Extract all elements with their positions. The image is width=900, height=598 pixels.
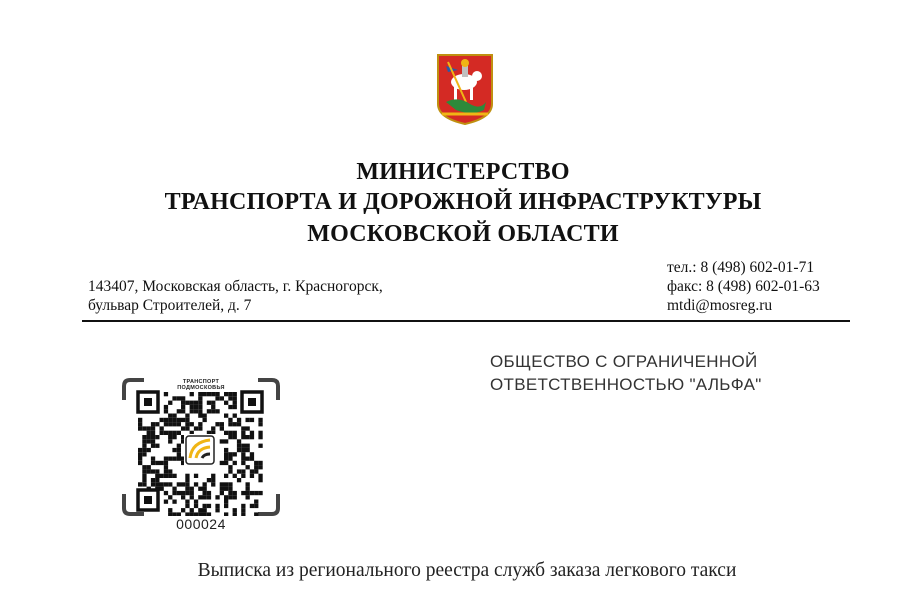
address-line-1: 143407, Московская область, г. Красногорск, (88, 278, 383, 295)
phone-number: тел.: 8 (498) 602-01-71 (667, 259, 815, 276)
email-address: mtdi@mosreg.ru (667, 297, 773, 314)
address-line-2: бульвар Строителей, д. 7 (88, 297, 252, 314)
fax-number: факс: 8 (498) 602-01-63 (667, 278, 820, 295)
qr-brand-line-1: ТРАНСПОРТ (182, 379, 220, 385)
recipient-line-2: ОТВЕТСТВЕННОСТЬЮ "АЛЬФА" (490, 375, 762, 394)
header-divider (82, 320, 850, 322)
qr-brand-line-2: ПОДМОСКОВЬЯ (177, 385, 225, 391)
document-subject: Выписка из регионального реестра служб заказа легкового такси (197, 560, 737, 581)
ministry-title-line-1: МИНИСТЕРСТВО (356, 159, 570, 185)
qr-serial-number: 000024 (176, 516, 226, 532)
recipient-line-1: ОБЩЕСТВО С ОГРАНИЧЕННОЙ (490, 352, 758, 371)
coat-of-arms-icon (436, 52, 494, 126)
qr-code-block (122, 378, 280, 530)
qr-code-icon (122, 378, 280, 516)
ministry-title-line-2: ТРАНСПОРТА И ДОРОЖНОЙ ИНФРАСТРУКТУРЫ (164, 189, 762, 215)
ministry-title-line-3: МОСКОВСКОЙ ОБЛАСТИ (307, 221, 619, 247)
qr-brand-label (122, 379, 280, 391)
